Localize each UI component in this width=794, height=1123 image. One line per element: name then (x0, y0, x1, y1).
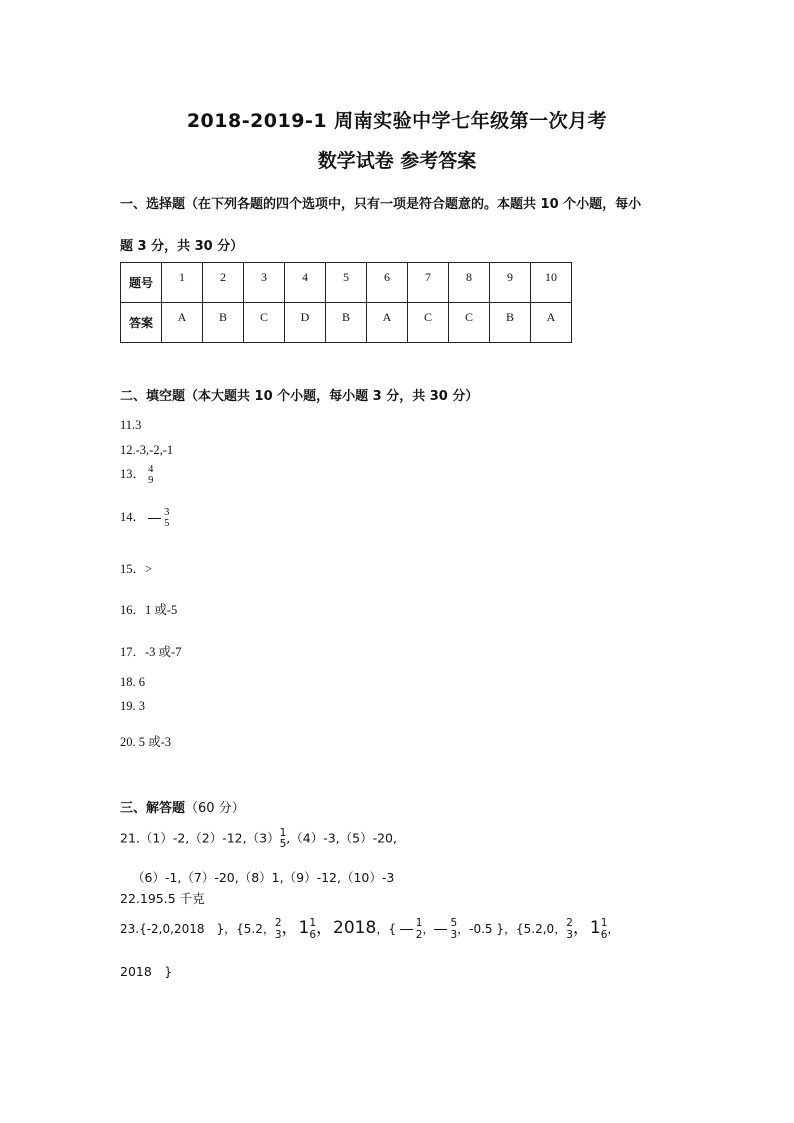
answer-23-part: ， (422, 922, 435, 936)
answer-14 (120, 507, 169, 529)
answer-23-part: ，1 (281, 918, 310, 938)
table-row-numbers (121, 263, 572, 303)
denominator: 6 (309, 928, 317, 941)
answer-cell: C (408, 303, 449, 343)
question-number: 2 (203, 263, 244, 303)
question-number: 8 (449, 263, 490, 303)
question-number: 9 (490, 263, 531, 303)
answer-15: 15．> (120, 562, 153, 576)
answer-cell: A (367, 303, 408, 343)
document-title: 2018-2019-1 周南实验中学七年级第一次月考 (186, 110, 608, 132)
answer-23-part: ，1 (572, 918, 601, 938)
denominator: 6 (600, 928, 608, 941)
numerator: 2 (274, 917, 282, 930)
fraction (164, 507, 169, 529)
answer-20: 20. 5 或-3 (120, 735, 172, 749)
question-number: 6 (367, 263, 408, 303)
answer-21-part-b: ,（4）-3,（5）-20, (286, 830, 397, 846)
numerator: 5 (450, 917, 458, 930)
minus-sign (400, 929, 413, 930)
answer-17: 17．-3 或-7 (120, 645, 182, 659)
answer-cell: B (490, 303, 531, 343)
answer-19: 19. 3 (120, 699, 145, 713)
numerator: 1 (309, 917, 317, 930)
fraction (275, 918, 282, 940)
denominator: 3 (274, 928, 282, 941)
answer-23-part: ，{ (376, 922, 400, 936)
numerator: 1 (415, 917, 423, 930)
question-number: 7 (408, 263, 449, 303)
denominator: 5 (164, 518, 170, 530)
section1-heading-line1: 一、选择题（在下列各题的四个选项中，只有一项是符合题意的。本题共 10 个小题，每小 (120, 197, 642, 212)
answer-16: 16．1 或-5 (120, 603, 178, 617)
row-label-answer: 答案 (121, 303, 162, 343)
answer-23-part: ，-0.5 }，{5.2,0， (457, 922, 567, 936)
section2-heading: 二、填空题（本大题共 10 个小题，每小题 3 分，共 30 分） (120, 389, 479, 404)
section3-score: （60 分） (185, 801, 245, 816)
numerator: 3 (164, 507, 170, 519)
answer-23-line1 (120, 913, 619, 941)
answer-18: 18. 6 (120, 675, 145, 689)
denominator: 3 (566, 928, 573, 941)
section1-heading-line2: 题 3 分，共 30 分） (120, 239, 244, 254)
answer-21-line1 (120, 828, 397, 850)
numerator: 4 (148, 464, 154, 476)
answer-12: 12.-3,-2,-1 (120, 443, 174, 457)
answer-13 (120, 464, 153, 486)
answer-23-part: ， (607, 922, 620, 936)
answer-cell: D (285, 303, 326, 343)
answer-11: 11.3 (120, 418, 142, 432)
question-number: 1 (162, 263, 203, 303)
answer-cell: B (203, 303, 244, 343)
minus-sign (434, 929, 447, 930)
table-row-answers (121, 303, 572, 343)
answer-cell: A (531, 303, 572, 343)
denominator: 3 (450, 928, 458, 941)
answer-13-prefix: 13． (120, 467, 146, 481)
answer-cell: C (244, 303, 285, 343)
denominator: 9 (148, 475, 154, 487)
answer-14-prefix: 14． (120, 510, 146, 524)
section3-heading-row (120, 797, 245, 816)
answer-23-part: ，2018 (316, 918, 377, 938)
question-number: 4 (285, 263, 326, 303)
fraction (566, 918, 573, 940)
answer-21-part-a: 21.（1）-2,（2）-12,（3） (120, 830, 280, 846)
row-label-question: 题号 (121, 263, 162, 303)
section3-heading: 三、解答题 (120, 801, 186, 816)
question-number: 3 (244, 263, 285, 303)
fraction (148, 464, 153, 486)
answer-cell: C (449, 303, 490, 343)
answer-23-part: 23.{-2,0,2018 }，{5.2， (120, 922, 275, 936)
numerator: 1 (279, 827, 287, 839)
denominator: 5 (279, 838, 287, 851)
numerator: 2 (566, 917, 573, 930)
question-number: 5 (326, 263, 367, 303)
answer-cell: B (326, 303, 367, 343)
question-number: 10 (531, 263, 572, 303)
denominator: 2 (415, 928, 423, 941)
numerator: 1 (600, 917, 608, 930)
answer-21-line2: （6）-1,（7）-20,（8）1,（9）-12,（10）-3 (132, 870, 395, 885)
answer-23-line2: 2018 } (120, 964, 173, 979)
answer-22: 22.195.5 千克 (120, 891, 205, 906)
document-subtitle: 数学试卷 参考答案 (317, 150, 477, 172)
answer-cell: A (162, 303, 203, 343)
answer-table (120, 262, 572, 343)
minus-sign (148, 518, 161, 519)
